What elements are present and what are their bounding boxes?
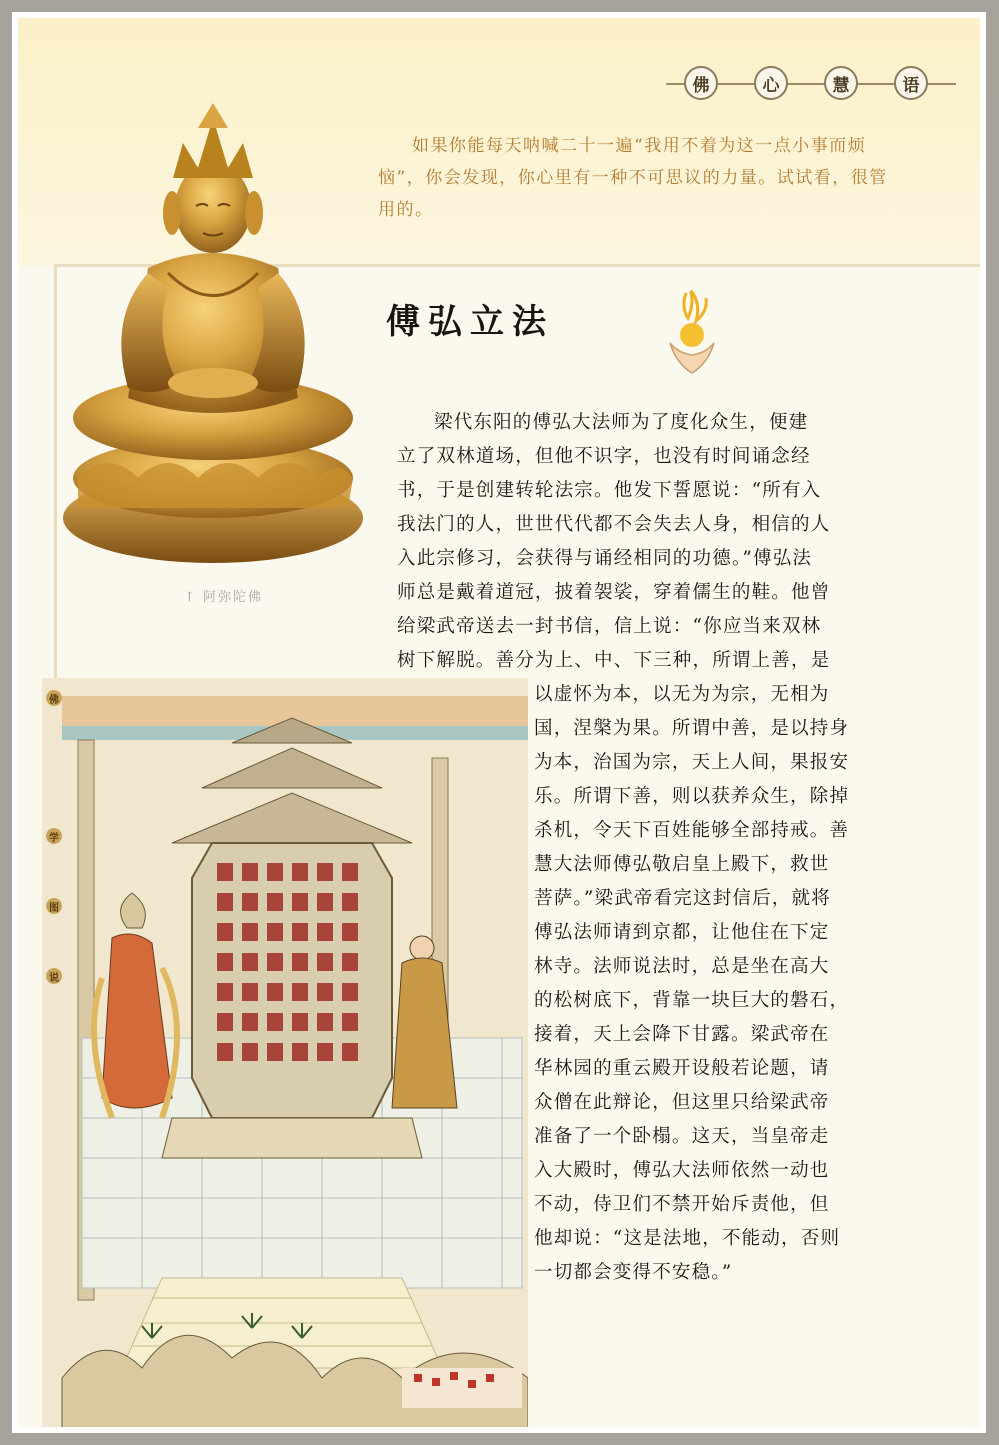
article-body bbox=[18, 18, 980, 1427]
body-line: 入此宗修习，会获得与诵经相同的功德。”傅弘法 bbox=[397, 548, 813, 569]
side-char-1: 佛 bbox=[46, 690, 62, 706]
header-badge-4: 语 bbox=[894, 66, 928, 100]
side-char-3: 图 bbox=[46, 898, 62, 914]
body-line: 他却说：“这是法地，不能动，否则 bbox=[534, 1228, 841, 1249]
article-title: 傅弘立法 bbox=[386, 302, 554, 342]
body-line: 傅弘法师请到京都，让他住在下定 bbox=[534, 922, 830, 943]
body-line: 的松树底下，背靠一块巨大的磐石， bbox=[534, 990, 850, 1011]
body-line: 华林园的重云殿开设般若论题，请 bbox=[534, 1058, 830, 1079]
statue-caption: ↑ 阿弥陀佛 bbox=[184, 590, 264, 605]
body-line: 以虚怀为本，以无为为宗，无相为 bbox=[534, 684, 830, 705]
body-line: 给梁武帝送去一封书信，信上说：“你应当来双林 bbox=[397, 616, 822, 637]
body-line: 书，于是创建转轮法宗。他发下誓愿说：“所有入 bbox=[397, 480, 822, 501]
body-line: 接着，天上会降下甘露。梁武帝在 bbox=[534, 1024, 830, 1045]
body-line: 杀机，令天下百姓能够全部持戒。善 bbox=[534, 820, 850, 841]
side-char-2: 学 bbox=[46, 828, 62, 844]
body-line: 林寺。法师说法时，总是坐在高大 bbox=[534, 956, 830, 977]
body-line: 树下解脱。善分为上、中、下三种，所谓上善，是 bbox=[397, 650, 831, 671]
body-line: 众僧在此辩论，但这里只给梁武帝 bbox=[534, 1092, 830, 1113]
header-badge-2: 心 bbox=[754, 66, 788, 100]
wisdom-quote: 如果你能每天呐喊二十一遍“我用不着为这一点小事而烦恼”，你会发现，你心里有一种不可思议的力量。试试看，很管用的。 bbox=[378, 136, 888, 220]
body-line: 我法门的人，世世代代都不会失去人身，相信的人 bbox=[397, 514, 831, 535]
body-line: 师总是戴着道冠，披着袈裟，穿着儒生的鞋。他曾 bbox=[397, 582, 831, 603]
body-line: 准备了一个卧榻。这天，当皇帝走 bbox=[534, 1126, 830, 1147]
book-page bbox=[12, 12, 986, 1433]
body-line: 立了双林道场，但他不识字，也没有时间诵念经 bbox=[397, 446, 811, 467]
body-line: 慧大法师傅弘敬启皇上殿下，救世 bbox=[534, 854, 830, 875]
body-line: 梁代东阳的傅弘大法师为了度化众生，便建 bbox=[434, 412, 809, 433]
body-line: 入大殿时，傅弘大法师依然一动也 bbox=[534, 1160, 830, 1181]
body-line: 为本，治国为宗，天上人间，果报安 bbox=[534, 752, 850, 773]
header-badge-3: 慧 bbox=[824, 66, 858, 100]
body-line: 不动，侍卫们不禁开始斥责他，但 bbox=[534, 1194, 830, 1215]
header-badge-1: 佛 bbox=[684, 66, 718, 100]
body-line: 国，涅槃为果。所谓中善，是以持身 bbox=[534, 718, 850, 739]
body-line: 菩萨。”梁武帝看完这封信后，就将 bbox=[534, 888, 831, 909]
side-char-4: 说 bbox=[46, 968, 62, 984]
body-line: 乐。所谓下善，则以获养众生，除掉 bbox=[534, 786, 850, 807]
body-line: 一切都会变得不安稳。” bbox=[534, 1262, 733, 1283]
